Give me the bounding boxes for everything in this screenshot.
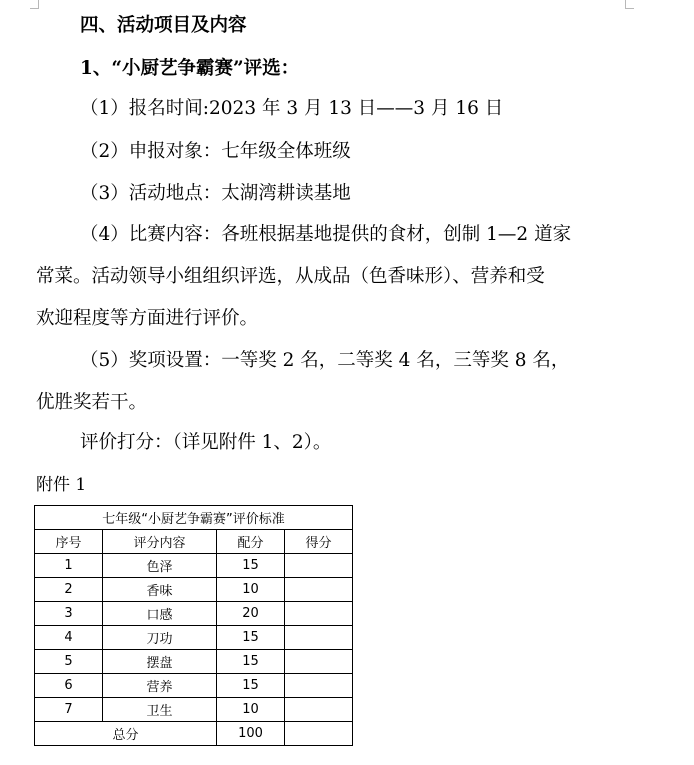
row-number: 7: [35, 698, 103, 722]
row-score: [285, 698, 353, 722]
table-row: [35, 674, 353, 698]
table-total-row: [35, 722, 353, 746]
table-title: 七年级“小厨艺争霸赛”评价标准: [35, 506, 353, 530]
row-number: 4: [35, 626, 103, 650]
row-number: 1: [35, 554, 103, 578]
contest-content-line-2: 常菜。活动领导小组组织评选，从成品（色香味形）、营养和受: [36, 266, 545, 287]
header-cell: 序号: [35, 530, 103, 554]
scoring-note: 评价打分：（详见附件 1、2）。: [80, 432, 332, 453]
row-points: 15: [217, 650, 285, 674]
header-cell: 评分内容: [103, 530, 217, 554]
row-score: [285, 578, 353, 602]
table-header-row: [35, 530, 353, 554]
score-table: [34, 505, 353, 746]
table-row: [35, 578, 353, 602]
row-criterion: 刀功: [103, 626, 217, 650]
total-score: [285, 722, 353, 746]
row-points: 20: [217, 602, 285, 626]
row-criterion: 摆盘: [103, 650, 217, 674]
total-label: 总分: [35, 722, 217, 746]
row-points: 10: [217, 578, 285, 602]
row-criterion: 口感: [103, 602, 217, 626]
row-points: 15: [217, 554, 285, 578]
row-score: [285, 674, 353, 698]
row-points: 15: [217, 674, 285, 698]
table-row: [35, 554, 353, 578]
row-points: 15: [217, 626, 285, 650]
row-score: [285, 650, 353, 674]
table-row: [35, 650, 353, 674]
page-corner-mark-left: [30, 0, 39, 9]
row-criterion: 色泽: [103, 554, 217, 578]
header-cell: 配分: [217, 530, 285, 554]
annex-label: 附件 1: [36, 475, 87, 495]
awards-line-1: （5）奖项设置：一等奖 2 名，二等奖 4 名，三等奖 8 名，: [80, 350, 570, 371]
row-criterion: 卫生: [103, 698, 217, 722]
row-number: 2: [35, 578, 103, 602]
awards-line-2: 优胜奖若干。: [36, 392, 148, 413]
item-participants: （2）申报对象：七年级全体班级: [80, 141, 351, 162]
table-row: [35, 602, 353, 626]
header-cell: 得分: [285, 530, 353, 554]
item-venue: （3）活动地点：太湖湾耕读基地: [80, 183, 351, 204]
row-points: 10: [217, 698, 285, 722]
row-score: [285, 626, 353, 650]
section-heading: 四、活动项目及内容: [80, 15, 247, 36]
row-score: [285, 602, 353, 626]
total-value: 100: [217, 722, 285, 746]
row-criterion: 营养: [103, 674, 217, 698]
subsection-heading: 1、“小厨艺争霸赛”评选：: [80, 58, 300, 79]
contest-content-line-3: 欢迎程度等方面进行评价。: [36, 308, 259, 329]
row-number: 3: [35, 602, 103, 626]
page-corner-mark-right: [625, 0, 634, 9]
item-registration-time: （1）报名时间:2023 年 3 月 13 日——3 月 16 日: [80, 98, 504, 119]
row-number: 6: [35, 674, 103, 698]
contest-content-line-1: （4）比赛内容：各班根据基地提供的食材，创制 1—2 道家: [80, 224, 572, 245]
row-criterion: 香味: [103, 578, 217, 602]
row-number: 5: [35, 650, 103, 674]
table-row: [35, 626, 353, 650]
table-row: [35, 698, 353, 722]
row-score: [285, 554, 353, 578]
